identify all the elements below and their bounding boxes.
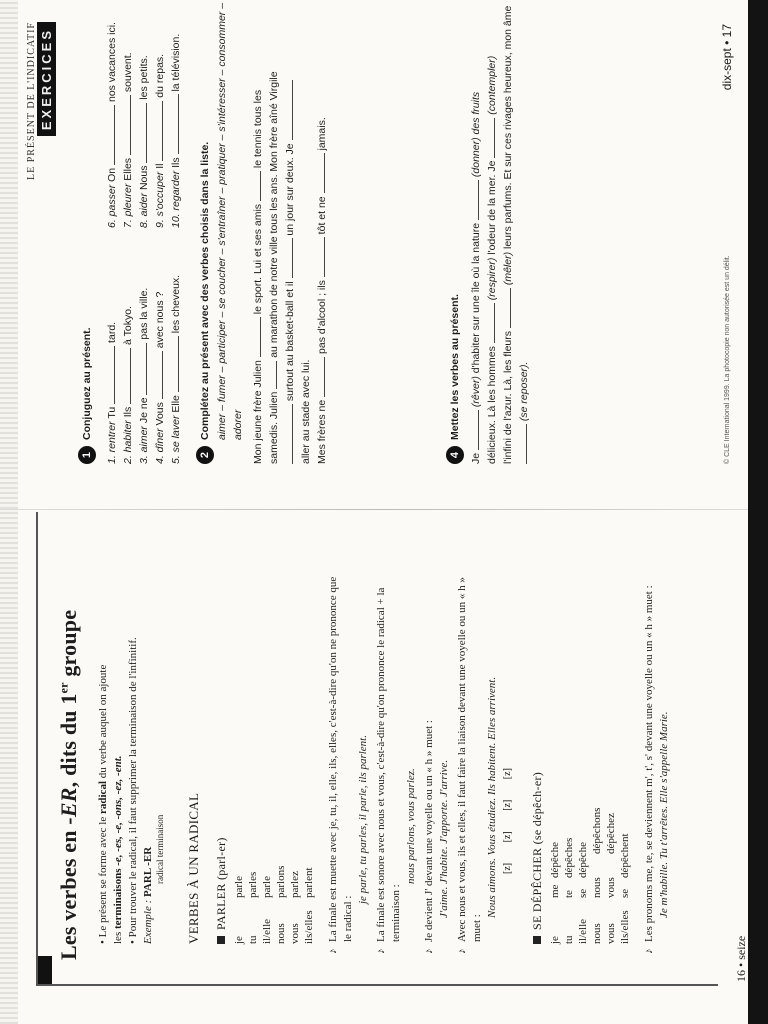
note-4: ♪Avec nous et vous, ils et elles, il faut faire la liaison devant une voyelle ou un « h » bbox=[456, 577, 468, 954]
exercise-1: 1Conjuguez au présent. 1. rentrer Tu tard. 2. habiter Ils à Tokyo. 3. aimer Je ne pas la ville. 4. dîner Vous avec nous ? 5. se laver Elle les cheveux. 6. passer On nos vacances ici. 7. pleurer Elles souvent. 8. aider Nous les petits. 9. s'occuper Il du repas. 10. regarder Ils la télévision. bbox=[78, 327, 96, 464]
exercise-2: 2Complétez au présent avec des verbes choisis dans la liste. aimer – fumer – participer – se coucher – s'entraîner – pratiquer – s'intéresser – consommer – adorer Mon jeune frère Julien le sport. Lui et ses amis le tennis tous les samedis. Julien au marathon de notre ville tous les ans. Mon frère aîné Virgile surtout au basket-ball et il un jour sur deux. Je aller au stade avec lui. Mes frères ne pas d'alcool ; ils tôt et ne jamais. bbox=[196, 24, 330, 464]
exercices-banner: EXERCICES bbox=[37, 22, 56, 136]
depecher-table: jemedépêche tutedépêches il/ellesedépêche nousnousdépêchons vousvousdépêchez ils/ellessedépêchent bbox=[549, 807, 631, 944]
note-3: ♪Je devient J' devant une voyelle ou un « h » muet : bbox=[423, 720, 435, 954]
radical-label: radical terminaison bbox=[155, 814, 165, 884]
parler-heading: PARLER (parl-er) bbox=[214, 837, 229, 944]
rule-1-cont: les terminaisons -e, -es, -e, -ons, -ez, -ent. bbox=[112, 755, 124, 944]
section-verbs-radical: VERBES À UN RADICAL bbox=[186, 792, 201, 944]
running-head: LE PRÉSENT DE L'INDICATIF EXERCICES bbox=[26, 22, 54, 181]
exercise-4: 4Mettez les verbes au présent. Je (rêver) d'habiter sur une île où la nature (donner) des fruits délicieux. Là les hommes (respirer) l'odeur de la mer. Je (contempler) l'infini de l'azur. Là, les fleurs (mêler) leurs parfums. Et sur ces rivages heureux, mon âme (se reposer). bbox=[446, 24, 532, 464]
right-page bbox=[0, 2, 748, 498]
scan-dark-edge bbox=[748, 0, 768, 1024]
page-number-right: dix-sept • 17 bbox=[720, 24, 734, 91]
parler-table: jeparle tuparles il/elleparle nousparlons vousparlez ils/ellesparlent bbox=[233, 865, 315, 944]
page-gutter bbox=[0, 509, 768, 510]
example-line: Exemple : PARL -ER bbox=[142, 846, 154, 944]
lesson-title: Les verbes en -ER, dits du 1er groupe bbox=[56, 609, 81, 960]
copyright: © CLE International 1999. La photocopie non autorisée est un délit. bbox=[724, 255, 731, 464]
page-number-left: 16 • seize bbox=[734, 935, 748, 982]
note-2: ♪La finale est sonore avec nous et vous, c'est-à-dire qu'on prononce le radical + la bbox=[375, 587, 387, 954]
depecher-heading: SE DÉPÊCHER (se dépêch-er) bbox=[530, 772, 545, 944]
rule-2: • Pour trouver le radical, il faut supprimer la terminaison de l'infinitif. bbox=[127, 637, 139, 944]
note-1: ♪La finale est muette avec je, tu, il, elle, ils, elles, c'est-à-dire qu'on ne prononce que bbox=[327, 576, 339, 954]
rule-1: • Le présent se forme avec le radical du verbe auquel on ajoute bbox=[97, 664, 109, 944]
note-5: ♪Les pronoms me, te, se deviennent m', t', s' devant une voyelle ou un « h » muet : bbox=[643, 585, 655, 954]
left-page: Les verbes en -ER, dits du 1er groupe • Le présent se forme avec le radical du verbe auquel on ajoute les terminaisons -e, -es, -e, -ons, -ez, -ent. • Pour trouver le radical, il faut supprimer la terminaison de l'infinitif. Exemple : PARL -ER radical terminaison VERBES À UN RADICAL PARLER (parl-er) jeparle tuparles il/elleparle nousparlons vousparlez ils/ellesparlent ♪La finale est muette avec je, tu, il, elle, ils, elles, c'est-à-dire qu'on ne prononce que le radical : je parle, tu parles, il parle, ils parlent. ♪La finale est sonore avec nous et vous, c'est-à-dire qu'on prononce le radical + la terminaison : nous parlons, vous parlez. ♪Je devient J' devant une voyelle ou un « h » muet : J'aime. J'habite. J'apporte. J'arrive. ♪Avec nous et vous, ils et elles, il faut faire la liaison devant une voyelle ou un « h » muet : Nous aimons. Vous étudiez. Ils habitent. Elles arrivent. [z] [z] [z] [z] SE DÉPÊCHER (se dépêch-er) jemedépêche tutedépêches il/ellesedépêche nousnousdépêchons vousvousdépêchez ils/ellessedépêchent ♪Les pronoms me, te, se deviennent m', t', s' devant une voyelle ou un « h » muet : Je m'habille. Tu t'arrêtes. Elle s'appelle Marie. 16 • seize bbox=[0, 514, 748, 1004]
